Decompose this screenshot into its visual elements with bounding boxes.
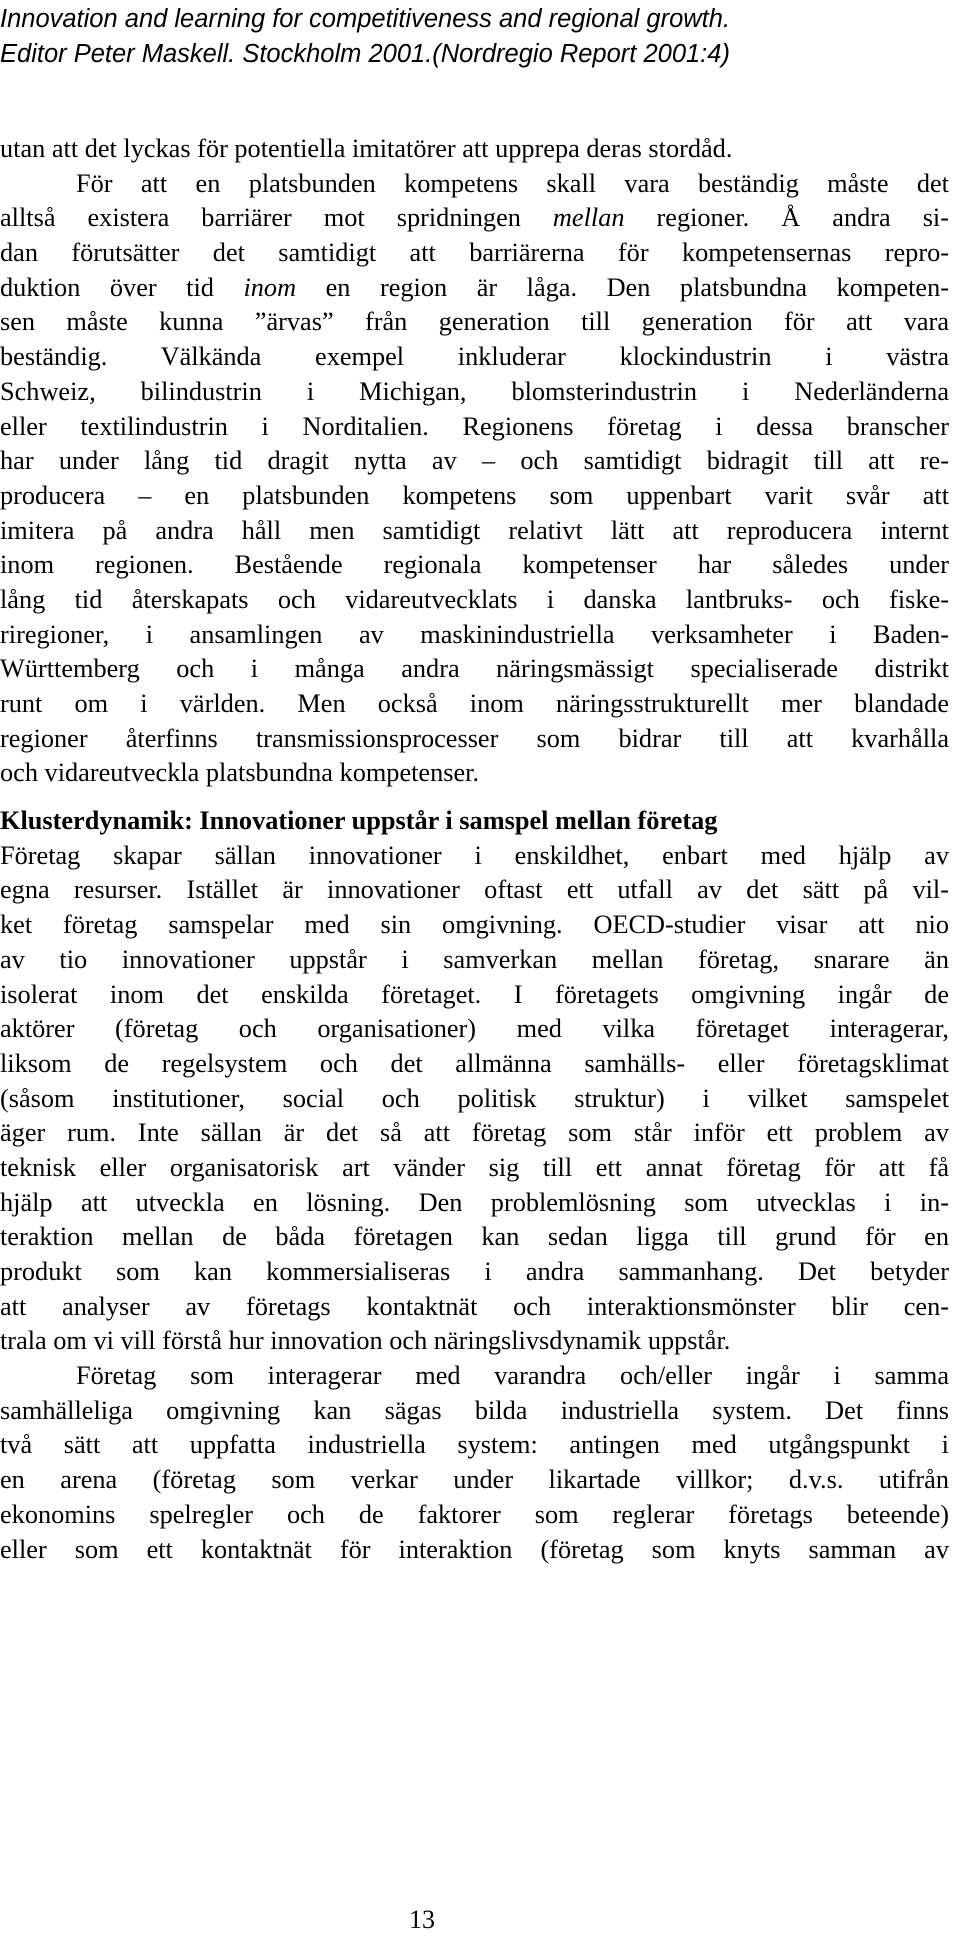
text-line — [0, 201, 949, 236]
text-line: För att en platsbunden kompetens skall vara beständig måste det — [76, 168, 949, 198]
text-line: Württemberg och i många andra näringsmässigt specialiserade distrikt — [0, 654, 949, 684]
text-line: riregioner, i ansamlingen av maskinindustriella verksamheter i Baden- — [0, 619, 949, 649]
emphasis-mellan: mellan — [552, 203, 625, 233]
section-clusterdynamics — [0, 804, 949, 1567]
text-run: regioner. Å andra si- — [624, 203, 949, 233]
text-line: regioner återfinns transmissionsprocesser som bidrar till att kvarhålla — [0, 723, 949, 753]
text-line: dan förutsätter det samtidigt att barriärerna för kompetensernas repro- — [0, 238, 949, 268]
text-line: en arena (företag som verkar under likartade villkor; d.v.s. utifrån — [0, 1465, 949, 1495]
text-line: imitera på andra håll men samtidigt relativt lätt att reproducera internt — [0, 515, 949, 545]
text-line: att analyser av företags kontaktnät och interaktionsmönster blir cen- — [0, 1291, 949, 1321]
running-header — [0, 2, 960, 72]
text-run: alltså existera barriärer mot spridningen — [0, 203, 553, 233]
text-line: två sätt att uppfatta industriella system: antingen med utgångspunkt i — [0, 1430, 949, 1460]
header-line-1: Innovation and learning for competitiveness and regional growth. — [0, 5, 731, 33]
section-heading: Klusterdynamik: Innovationer uppstår i samspel mellan företag — [0, 806, 718, 836]
text-line: av tio innovationer uppstår i samverkan mellan företag, snarare än — [0, 944, 949, 974]
page-number: 13 — [409, 1905, 435, 1934]
text-line: eller som ett kontaktnät för interaktion (företag som knyts samman av — [0, 1534, 949, 1564]
text-line: teknisk eller organisatorisk art vänder sig till ett annat företag för att få — [0, 1152, 949, 1182]
paragraph-continuation — [0, 132, 949, 167]
text-line: utan att det lyckas för potentiella imitatörer att upprepa deras stordåd. — [0, 134, 733, 163]
text-line: hjälp att utveckla en lösning. Den problemlösning som utvecklas i in- — [0, 1187, 949, 1217]
text-run: duktion över tid — [0, 272, 244, 302]
text-line: inom regionen. Bestående regionala kompetenser har således under — [0, 550, 949, 580]
text-line: äger rum. Inte sällan är det så att företag som står inför ett problem av — [0, 1118, 949, 1148]
header-line-2: Editor Peter Maskell. Stockholm 2001.(Nordregio Report 2001:4) — [0, 40, 730, 68]
text-line: produkt som kan kommersialiseras i andra sammanhang. Det betyder — [0, 1257, 949, 1286]
text-run: en region är låga. Den platsbundna kompeten- — [296, 272, 949, 302]
text-line: samhälleliga omgivning kan sägas bilda industriella system. Det finns — [0, 1395, 949, 1425]
text-line: eller textilindustrin i Norditalien. Regionens företag i dessa branscher — [0, 411, 949, 441]
text-line: runt om i världen. Men också inom näringsstrukturellt mer blandade — [0, 689, 949, 718]
text-line: ekonomins spelregler och de faktorer som reglerar företags beteende) — [0, 1499, 949, 1529]
text-line: producera – en platsbunden kompetens som uppenbart varit svår att — [0, 480, 949, 510]
text-line: isolerat inom det enskilda företaget. I företagets omgivning ingår de — [0, 979, 949, 1009]
text-line — [0, 271, 949, 306]
emphasis-inom: inom — [243, 272, 297, 302]
text-line: teraktion mellan de båda företagen kan sedan ligga till grund för en — [0, 1222, 949, 1252]
text-line: beständig. Välkända exempel inkluderar klockindustrin i västra — [0, 342, 949, 372]
text-line: liksom de regelsystem och det allmänna samhälls- eller företagsklimat — [0, 1048, 949, 1078]
text-line: trala om vi vill förstå hur innovation och näringslivsdynamik uppstår. — [0, 1326, 731, 1356]
text-line: och vidareutveckla platsbundna kompetenser. — [0, 758, 480, 788]
text-line: aktörer (företag och organisationer) med vilka företaget interagerar, — [0, 1014, 949, 1044]
text-line: ket företag samspelar med sin omgivning. OECD-studier visar att nio — [0, 910, 949, 940]
text-line: egna resurser. Istället är innovationer oftast ett utfall av det sätt på vil- — [0, 875, 949, 905]
text-line: Företag skapar sällan innovationer i enskildhet, enbart med hjälp av — [0, 840, 949, 870]
text-line: sen måste kunna ”ärvas” från generation till generation för att vara — [0, 307, 949, 337]
text-line: Schweiz, bilindustrin i Michigan, blomsterindustrin i Nederländerna — [0, 376, 949, 406]
document-body — [0, 132, 949, 1567]
text-line: Företag som interagerar med varandra och/eller ingår i samma — [76, 1361, 949, 1391]
paragraph-barriers — [0, 167, 949, 791]
text-line: (såsom institutioner, social och politisk struktur) i vilket samspelet — [0, 1083, 949, 1113]
text-line: lång tid återskapats och vidareutvecklats i danska lantbruks- och fiske- — [0, 584, 949, 614]
text-line: har under lång tid dragit nytta av – och samtidigt bidragit till att re- — [0, 446, 949, 476]
